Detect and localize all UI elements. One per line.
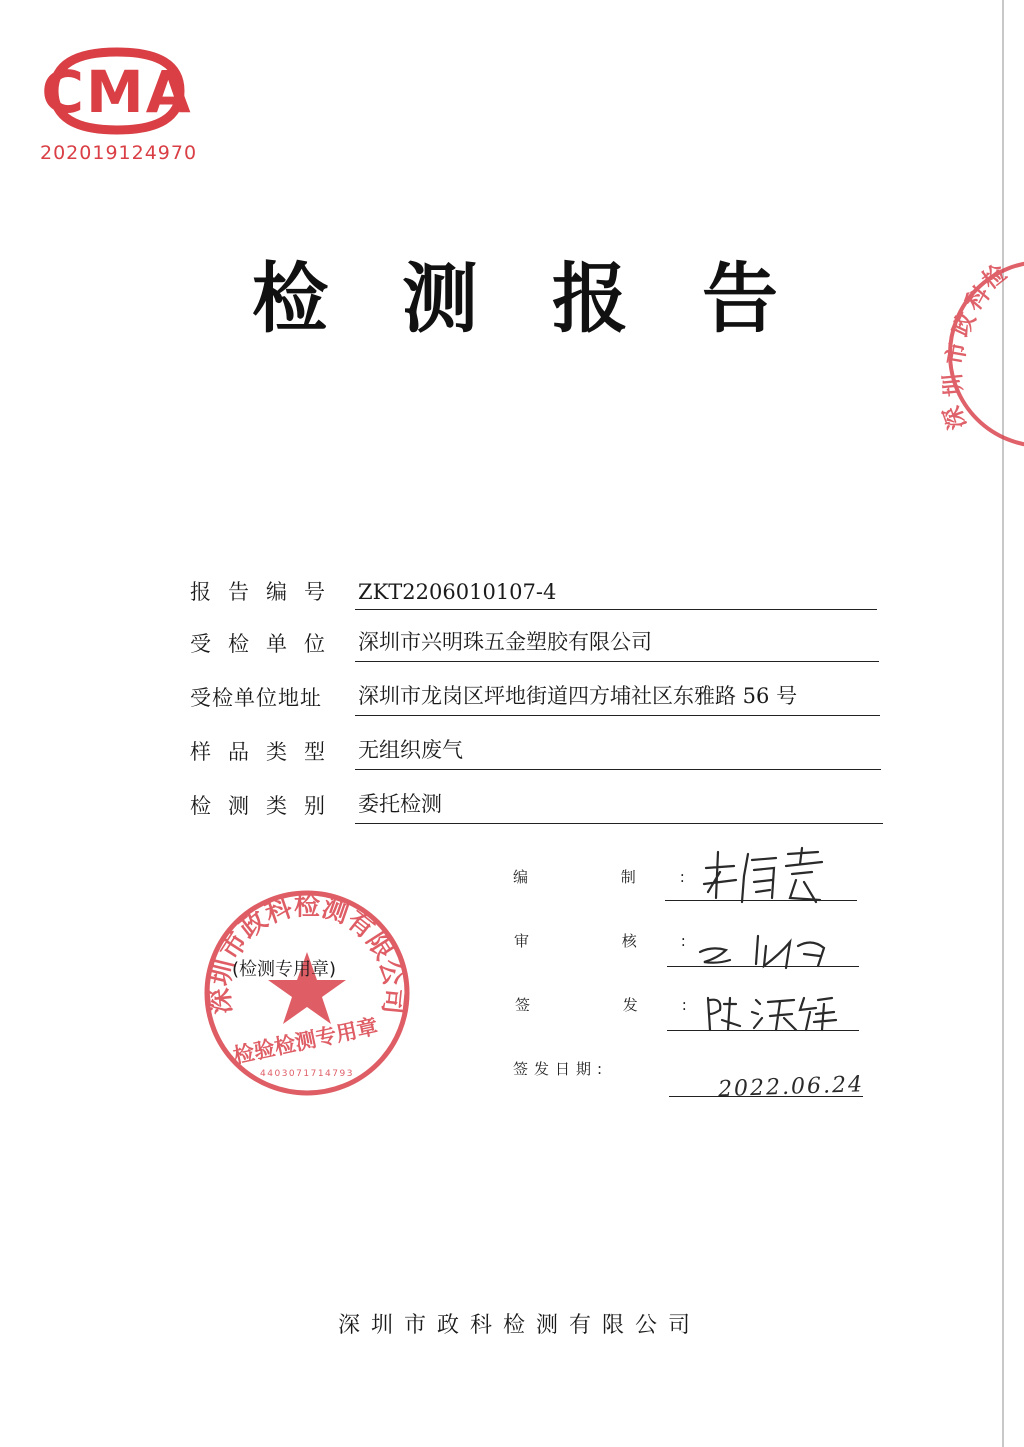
official-seal xyxy=(200,886,414,1100)
svg-text:市: 市 xyxy=(941,339,972,368)
field-report-number-underline xyxy=(355,609,877,610)
page-edge xyxy=(1002,0,1004,1447)
field-test-category xyxy=(190,780,886,824)
svg-text:检: 检 xyxy=(977,259,1012,295)
footer-company: 深圳市政科检测有限公司 xyxy=(338,1313,702,1338)
issue-date-handwritten xyxy=(712,1070,865,1103)
reviewed-signature xyxy=(694,928,834,972)
field-client-value: 深圳市兴明珠五金塑胶有限公司 xyxy=(358,630,652,654)
field-client-label: 受检单位 xyxy=(190,632,342,656)
field-test-category-underline xyxy=(355,823,883,824)
reviewed-label: 审 核: xyxy=(514,932,730,950)
issued-label: 签 发: xyxy=(515,996,731,1014)
field-sample-type-underline xyxy=(355,769,881,770)
field-client-address xyxy=(190,672,882,716)
svg-text:圳: 圳 xyxy=(939,372,968,398)
svg-text:政: 政 xyxy=(946,308,982,341)
seal-label: (检测专用章) xyxy=(231,959,337,980)
field-sample-type-label: 样品类型 xyxy=(190,740,342,764)
field-sample-type-value: 无组织废气 xyxy=(358,738,463,762)
issue-date-label: 签发日期: xyxy=(513,1060,609,1078)
field-report-number xyxy=(190,566,880,610)
field-client-underline xyxy=(355,661,879,662)
cma-logo-text: CMA xyxy=(41,58,193,126)
svg-text:科: 科 xyxy=(959,280,996,316)
field-test-category-label: 检测类别 xyxy=(190,794,342,818)
field-client-address-underline xyxy=(355,715,880,716)
seal-inner-text: 检验检测专用章 xyxy=(230,1013,380,1069)
field-sample-type xyxy=(190,726,884,770)
issue-date-text: 2022.06.24 xyxy=(717,1072,865,1103)
field-report-number-label: 报告编号 xyxy=(190,580,342,604)
seal-ring-text: 深圳市政科检测有限公司 xyxy=(205,891,409,1016)
seal-code: 4403071714793 xyxy=(260,1069,354,1079)
report-title: 检测报告 xyxy=(252,254,852,343)
prepared-signature xyxy=(700,846,830,908)
partial-edge-seal xyxy=(938,256,1012,452)
prepared-label: 编 制: xyxy=(513,868,729,886)
field-client xyxy=(190,618,880,662)
issued-signature xyxy=(700,990,840,1036)
field-test-category-value: 委托检测 xyxy=(358,792,442,816)
field-report-number-value: ZKT2206010107-4 xyxy=(358,580,557,604)
cma-number: 202019124970 xyxy=(40,142,198,164)
field-client-address-value: 深圳市龙岗区坪地街道四方埔社区东雅路 56 号 xyxy=(358,684,798,708)
field-client-address-label: 受检单位地址 xyxy=(190,686,322,710)
svg-text:深: 深 xyxy=(938,402,972,434)
cma-logo xyxy=(34,44,200,139)
